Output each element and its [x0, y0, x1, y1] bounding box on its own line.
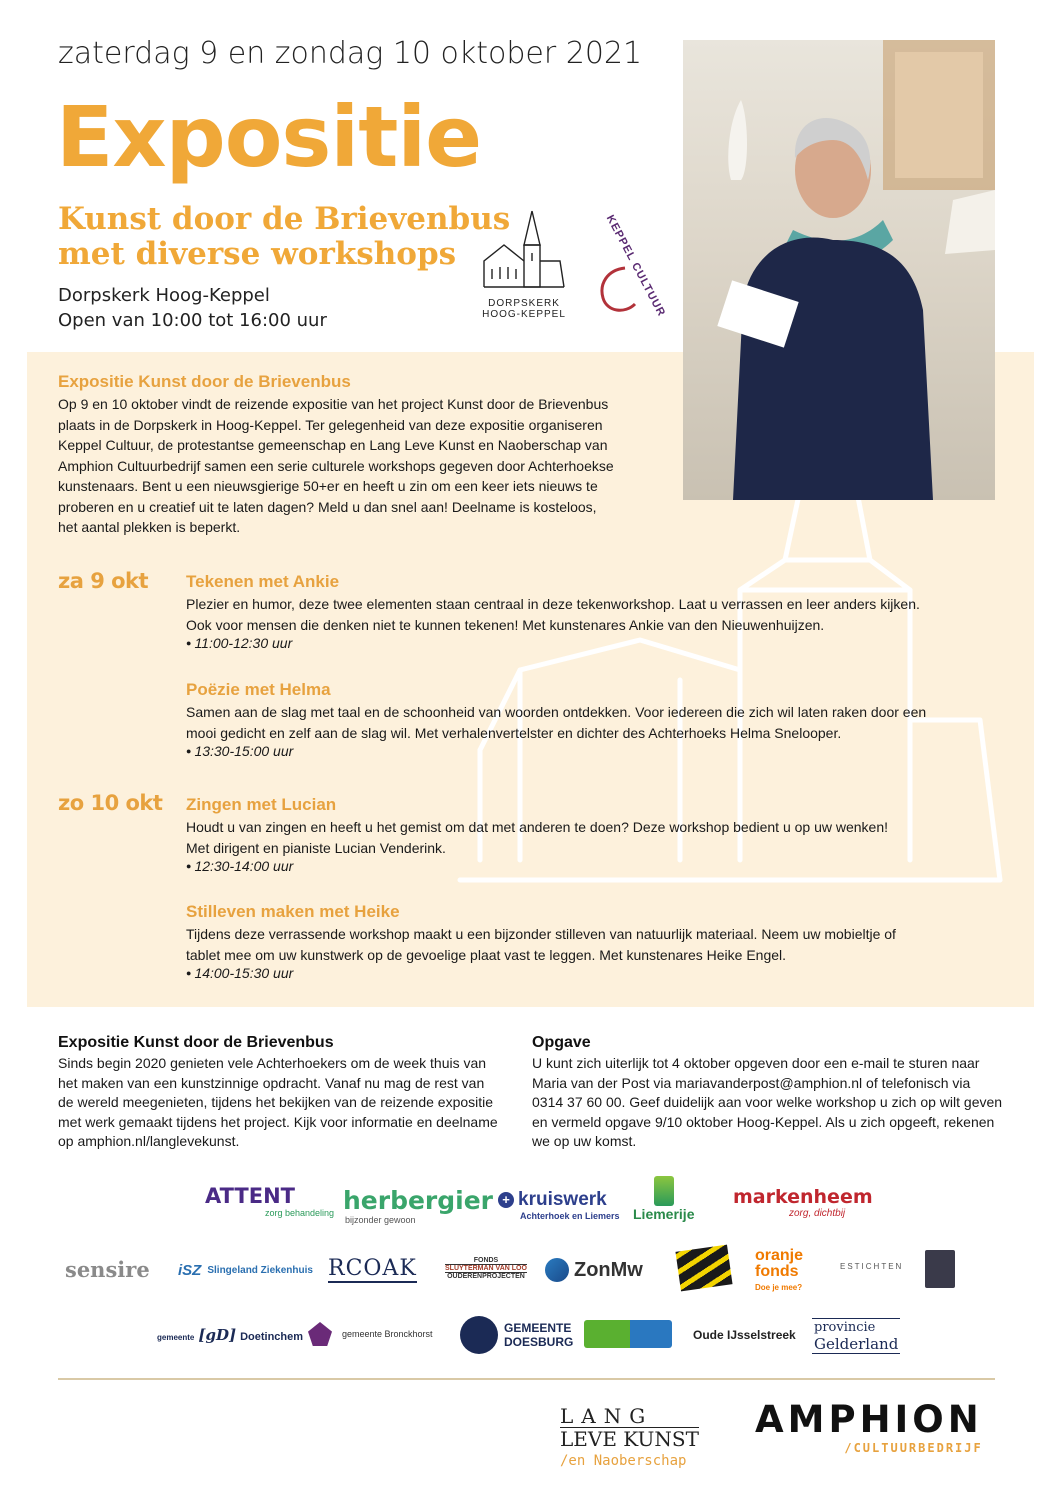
- oude-ijsselstreek-logo: [693, 1328, 796, 1342]
- workshop-poezie: [186, 680, 1006, 759]
- text-line: de wereld meegenieten, tijdens het bekijken van de reizende expositie: [58, 1094, 494, 1110]
- workshop-description: [186, 817, 1006, 858]
- workshop-time: ● 13:30-15:00 uur: [186, 743, 1006, 759]
- bronckhorst-logo-text: gemeente Bronckhorst: [342, 1329, 433, 1339]
- bottom-left-section: [58, 1034, 518, 1152]
- opgave-text: [532, 1054, 1022, 1152]
- oranje-fonds-line-2: fonds: [755, 1263, 799, 1280]
- markenheem-logo: [733, 1186, 873, 1219]
- herbergier-logo-text: herbergier: [343, 1186, 494, 1215]
- sensire-logo: [65, 1257, 150, 1282]
- erfgoedpact-mark-icon: [925, 1250, 955, 1288]
- sensire-logo-text: sensire: [65, 1257, 150, 1282]
- estichten-logo-text: ESTICHTEN: [840, 1262, 904, 1271]
- gelderland-line-2: Gelderland: [814, 1335, 899, 1353]
- bronckhorst-logo: [308, 1322, 433, 1346]
- venue-info: [58, 283, 327, 333]
- llk-line-1: LANG: [560, 1404, 654, 1428]
- doesburg-logo: [460, 1316, 573, 1354]
- workshop-time: ● 14:00-15:30 uur: [186, 965, 1006, 981]
- workshop-line: Plezier en humor, deze twee elementen staan centraal in deze tekenworkshop. Laat u verrassen en leer anders kijken.: [186, 596, 920, 612]
- oranje-fonds-sub: Doe je mee?: [755, 1283, 803, 1292]
- fonds-line-2: SLUYTERMAN VAN LOO: [445, 1265, 527, 1272]
- kruiswerk-logo-row: [498, 1189, 620, 1211]
- intro-text: [58, 394, 678, 538]
- montferland-mark-icon: [584, 1320, 672, 1348]
- slingeland-logo-text: Slingeland Ziekenhuis: [207, 1265, 313, 1276]
- workshop-zingen: [186, 795, 1006, 874]
- intro-line: Amphion Cultuurbedrijf samen een serie culturele workshops gegeven door Achterhoekse: [58, 457, 614, 474]
- workshop-line: Samen aan de slag met taal en de schoonheid van woorden ontdekken. Voor iedereen die zich wil laten raken door een: [186, 704, 927, 720]
- page-title: Expositie: [56, 88, 482, 186]
- intro-section: [58, 372, 678, 538]
- subtitle-line-2: met diverse workshops: [58, 236, 457, 272]
- kruiswerk-logo: [498, 1189, 620, 1221]
- amphion-logo: [755, 1398, 983, 1455]
- text-line: en vermeld opgave 9/10 oktober Hoog-Keppel. Als u zich opgeeft, rekenen: [532, 1113, 995, 1130]
- subtitle-line-1: Kunst door de Brievenbus: [58, 201, 511, 237]
- workshop-line: tablet mee om uw kunstwerk op de gevoelige plaat vast te leggen. Met kunstenares Heike Engel.: [186, 946, 787, 963]
- intro-line: plaats in de Dorpskerk in Hoog-Keppel. Ter gelegenheid van deze expositie organiseren: [58, 416, 603, 433]
- text-line: op amphion.nl/langlevekunst.: [58, 1133, 240, 1149]
- workshop-title: Zingen met Lucian: [186, 795, 337, 814]
- slingeland-mark-icon: iSZ: [178, 1262, 202, 1279]
- doetinchem-logo-text: Doetinchem: [240, 1331, 304, 1343]
- erfgoedpact-logo: [925, 1250, 955, 1288]
- keppel-cultuur-text: KEPPEL CULTUUR: [603, 213, 668, 319]
- kruiswerk-logo-text: kruiswerk: [518, 1189, 607, 1210]
- workshop-description: [186, 924, 1006, 965]
- subtitle: [58, 202, 510, 272]
- singer-photo: [683, 40, 995, 500]
- llk-line-2: LEVE KUNST: [560, 1427, 699, 1451]
- intro-line: proberen en u creatief uit te laten dagen? Meld u dan snel aan! Deelname is kosteloos,: [58, 498, 597, 515]
- rcoak-logo: [328, 1256, 417, 1283]
- fonds-line-1: FONDS: [473, 1257, 499, 1264]
- bottom-left-heading: Expositie Kunst door de Brievenbus: [58, 1034, 334, 1051]
- workshop-line: mooi gedicht en zelf aan de slag wil. Met verhalenvertelster en dichter des Achterhoeks Helma Snelooper.: [186, 724, 842, 741]
- oude-ijsselstreek-logo-text: Oude IJsselstreek: [693, 1328, 796, 1342]
- doesburg-mark-icon: [460, 1316, 498, 1354]
- bronckhorst-mark-icon: [308, 1322, 332, 1346]
- zonmw-logo-text: ZonMw: [574, 1258, 643, 1281]
- opening-hours: Open van 10:00 tot 16:00 uur: [58, 310, 327, 331]
- text-line: we op uw komst.: [532, 1133, 637, 1149]
- rcoak-logo-text: RCOAK: [328, 1256, 417, 1281]
- text-line: U kunt zich uiterlijk tot 4 oktober opgeven door een e-mail te sturen naar: [532, 1055, 980, 1071]
- intro-line: kunstenaars. Bent u een nieuwsgierige 50+er en heeft u zin om een keer iets nieuws te: [58, 478, 598, 494]
- opgave-heading: Opgave: [532, 1034, 591, 1051]
- workshop-line: Tijdens deze verrassende workshop maakt u een bijzonder stilleven van natuurlijk materiaal. Neem uw mobieltje of: [186, 926, 896, 942]
- workshop-tekenen: [186, 572, 1006, 651]
- workshop-line: Met dirigent en pianiste Lucian Venderink.: [186, 839, 446, 856]
- llk-line-3: /en Naoberschap: [560, 1453, 687, 1469]
- day-label-sunday: zo 10 okt: [58, 791, 163, 815]
- fonds-cultuur-participatie-icon: [675, 1245, 732, 1292]
- liemerije-mark-icon: [654, 1176, 674, 1206]
- text-line: Maria van der Post via mariavanderpost@amphion.nl of telefonisch via: [532, 1074, 971, 1091]
- herbergier-logo: [343, 1186, 493, 1225]
- workshop-time: ● 12:30-14:00 uur: [186, 858, 1006, 874]
- gelderland-logo: [812, 1318, 900, 1354]
- workshop-line: Ook voor mensen die denken niet te kunnen tekenen! Met kunstenares Ankie van den Nieuwenhuijzen.: [186, 616, 825, 633]
- doesburg-line-1: GEMEENTE: [504, 1321, 572, 1335]
- gelderland-line-1: provincie: [814, 1320, 876, 1335]
- doesburg-logo-text: [504, 1321, 573, 1349]
- workshop-time: ● 11:00-12:30 uur: [186, 635, 1006, 651]
- oranje-fonds-logo: [755, 1248, 803, 1296]
- kruiswerk-logo-sub: Achterhoek en Liemers: [520, 1211, 620, 1221]
- intro-heading: Expositie Kunst door de Brievenbus: [58, 372, 351, 391]
- day-label-saturday: za 9 okt: [58, 569, 149, 593]
- dorpskerk-logo-line-1: DORPSKERK: [488, 298, 560, 309]
- doetinchem-pre: gemeente: [157, 1333, 195, 1342]
- liemerije-logo: [633, 1176, 694, 1222]
- amphion-logo-sub: /CULTUURBEDRIJF: [844, 1441, 983, 1455]
- divider: [58, 1378, 995, 1380]
- intro-line: Keppel Cultuur, de protestantse gemeenschap en Lang Leve Kunst en Naoberschap van: [58, 437, 608, 453]
- event-date: zaterdag 9 en zondag 10 oktober 2021: [58, 36, 643, 71]
- doesburg-line-2: DOESBURG: [504, 1335, 574, 1349]
- amphion-logo-text: AMPHION: [755, 1398, 983, 1441]
- liemerije-logo-text: Liemerije: [633, 1206, 695, 1222]
- venue-name: Dorpskerk Hoog-Keppel: [58, 285, 270, 306]
- herbergier-logo-sub: bijzonder gewoon: [345, 1215, 416, 1225]
- fonds-cultuur-participatie-logo: [678, 1248, 730, 1288]
- workshop-title: Tekenen met Ankie: [186, 572, 340, 591]
- attent-logo: [205, 1184, 334, 1218]
- attent-logo-text: ATTENT: [205, 1184, 295, 1208]
- workshop-title: Poëzie met Helma: [186, 680, 331, 699]
- text-line: met werk gemaakt tijdens het project. Kijk voor informatie en deelname: [58, 1113, 498, 1130]
- text-line: Sinds begin 2020 genieten vele Achterhoekers om de week thuis van: [58, 1055, 487, 1071]
- zonmw-logo: [545, 1258, 643, 1282]
- dorpskerk-logo: [480, 205, 568, 320]
- workshop-stilleven: [186, 902, 1006, 981]
- lang-leve-kunst-logo: [560, 1405, 699, 1472]
- estichten-logo: [840, 1262, 903, 1271]
- workshop-description: [186, 702, 1006, 743]
- doetinchem-logo: [157, 1326, 303, 1344]
- keppel-cultuur-logo: [585, 213, 668, 319]
- church-icon: [480, 205, 568, 293]
- workshop-description: [186, 594, 1006, 635]
- sluyterman-logo: [445, 1257, 527, 1280]
- markenheem-logo-text: markenheem: [733, 1186, 873, 1208]
- slingeland-logo: [178, 1262, 313, 1279]
- bottom-left-text: [58, 1054, 518, 1152]
- workshop-title: Stilleven maken met Heike: [186, 902, 400, 921]
- intro-line: Op 9 en 10 oktober vindt de reizende expositie van het project Kunst door de Brievenbus: [58, 396, 609, 412]
- zonmw-mark-icon: [545, 1258, 569, 1282]
- markenheem-logo-sub: zorg, dichtbij: [789, 1208, 846, 1219]
- montferland-logo: [584, 1320, 672, 1348]
- intro-line: het aantal plekken is beperkt.: [58, 519, 241, 535]
- attent-logo-sub: zorg behandeling: [265, 1208, 335, 1218]
- oranje-fonds-line-1: oranje: [755, 1247, 804, 1264]
- text-line: 0314 37 60 00. Geef duidelijk aan voor welke workshop u zich op wilt geven: [532, 1094, 1003, 1110]
- fonds-line-3: OUDERENPROJECTEN: [447, 1273, 525, 1280]
- workshop-line: Houdt u van zingen en heeft u het gemist om dat met anderen te doen? Deze workshop bedient u op uw wenken!: [186, 819, 889, 835]
- bottom-right-section: [532, 1034, 1022, 1152]
- text-line: het maken van een kunstzinnige opdracht. Vanaf nu mag de rest van: [58, 1074, 485, 1091]
- dorpskerk-logo-line-2: HOOG-KEPPEL: [482, 309, 566, 320]
- doetinchem-mark-icon: [gD]: [198, 1326, 237, 1344]
- singer-photo-image: [683, 40, 995, 500]
- cross-icon: +: [498, 1192, 514, 1208]
